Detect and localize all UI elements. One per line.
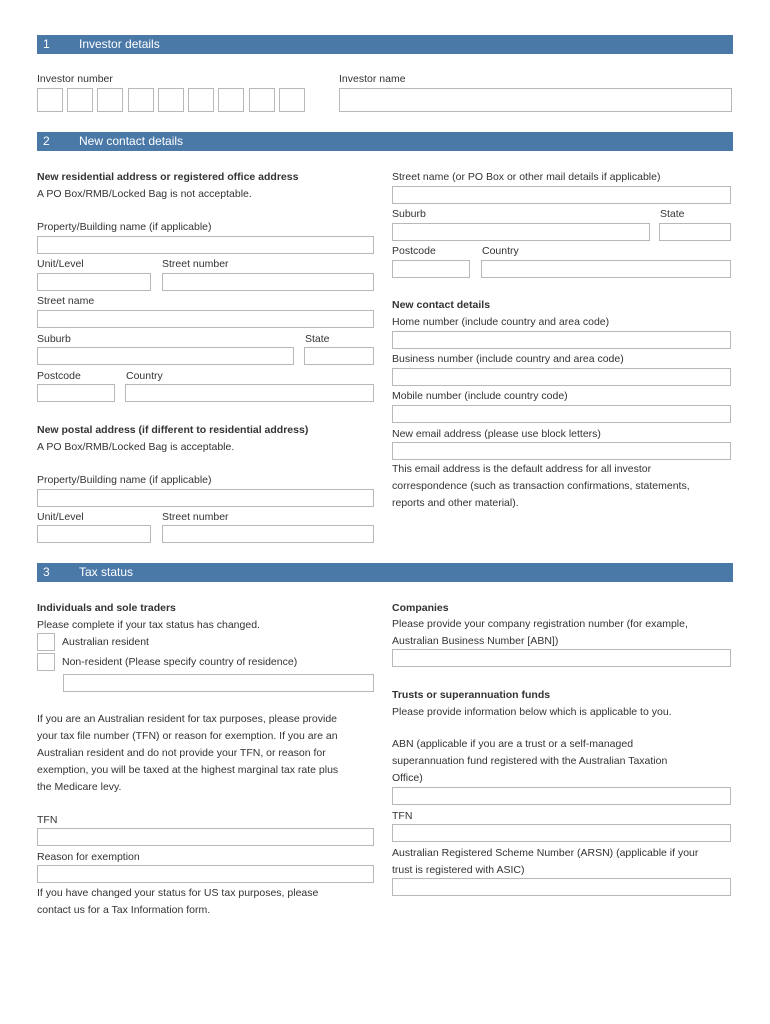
postal-suburb-label: Suburb [392,208,426,220]
res-country-label: Country [126,370,163,382]
section-2-header [37,132,733,151]
email-note-line: reports and other material). [392,497,519,509]
abn-label [392,736,667,787]
mobile-number-field[interactable] [392,405,731,423]
residential-note: A PO Box/RMB/Locked Bag is not acceptable. [37,188,252,200]
abn-label-line: Office) [392,772,423,784]
non-resident-checkbox[interactable] [37,653,55,671]
investor-number-digit[interactable] [67,88,93,112]
reason-for-exemption-field[interactable] [37,865,374,883]
trusts-note: Please provide information below which is applicable to you. [392,706,672,718]
res-state-field[interactable] [304,347,374,365]
res-suburb-label: Suburb [37,333,71,345]
postal-note: A PO Box/RMB/Locked Bag is acceptable. [37,441,235,453]
investor-name-label: Investor name [339,73,406,85]
home-number-field[interactable] [392,331,731,349]
individuals-note: Please complete if your tax status has changed. [37,619,260,631]
reason-for-exemption-label: Reason for exemption [37,851,140,863]
res-country-field[interactable] [125,384,374,402]
postal-postcode-field[interactable] [392,260,470,278]
companies-note-line: Australian Business Number [ABN]) [392,635,559,647]
tfn-label: TFN [37,814,58,826]
postal-street-number-label: Street number [162,511,229,523]
postal-heading: New postal address (if different to residential address) [37,424,309,436]
country-of-residence-field[interactable] [63,674,374,692]
contact-heading: New contact details [392,299,491,311]
res-suburb-field[interactable] [37,347,294,365]
arsn-label-line: trust is registered with ASIC) [392,864,525,876]
section-1-header [37,35,733,54]
investor-number-digit[interactable] [158,88,184,112]
investor-number-digit[interactable] [249,88,275,112]
investor-number-digit[interactable] [37,88,63,112]
res-property-field[interactable] [37,236,374,254]
arsn-label [392,845,698,879]
us-tax-note-line: If you have changed your status for US tax purposes, please [37,887,319,899]
tfn-instructions-line: Australian resident and do not provide your TFN, or reason for [37,747,326,759]
postal-suburb-field[interactable] [392,223,650,241]
arsn-field[interactable] [392,878,731,896]
investor-number-digit[interactable] [218,88,244,112]
section-number: 2 [43,134,50,148]
abn-label-line: superannuation fund registered with the Australian Taxation [392,755,668,767]
investor-number-digit[interactable] [279,88,305,112]
australian-resident-label: Australian resident [62,636,149,648]
postal-unit-label: Unit/Level [37,511,84,523]
home-number-label: Home number (include country and area code) [392,316,610,328]
non-resident-label: Non-resident (Please specify country of residence) [62,656,298,668]
trusts-heading: Trusts or superannuation funds [392,689,551,701]
companies-note-line: Please provide your company registration number (for example, [392,618,688,630]
trust-tfn-label: TFN [392,810,413,822]
section-title: New contact details [79,134,184,148]
postal-state-label: State [660,208,685,220]
res-postcode-field[interactable] [37,384,115,402]
tfn-instructions [37,711,338,796]
business-number-field[interactable] [392,368,731,386]
mobile-number-label: Mobile number (include country code) [392,390,568,402]
res-property-label: Property/Building name (if applicable) [37,221,212,233]
arsn-label-line: Australian Registered Scheme Number (ARSN) (applicable if your [392,847,699,859]
res-postcode-label: Postcode [37,370,81,382]
residential-heading: New residential address or registered office address [37,171,299,183]
business-number-label: Business number (include country and area code) [392,353,624,365]
tfn-instructions-line: the Medicare levy. [37,781,122,793]
email-field[interactable] [392,442,731,460]
postal-state-field[interactable] [659,223,731,241]
postal-country-label: Country [482,245,519,257]
postal-postcode-label: Postcode [392,245,436,257]
company-registration-field[interactable] [392,649,731,667]
trust-tfn-field[interactable] [392,824,731,842]
us-tax-note [37,885,318,919]
australian-resident-checkbox[interactable] [37,633,55,651]
postal-street-name-field[interactable] [392,186,731,204]
section-title: Investor details [79,37,160,51]
email-note-line: correspondence (such as transaction confirmations, statements, [392,480,690,492]
tfn-instructions-line: your tax file number (TFN) or reason for exemption. If you are an [37,730,338,742]
res-street-number-label: Street number [162,258,229,270]
res-street-name-label: Street name [37,295,95,307]
res-state-label: State [305,333,330,345]
postal-country-field[interactable] [481,260,731,278]
section-3-header [37,563,733,582]
companies-note [392,616,688,650]
companies-heading: Companies [392,602,449,614]
abn-field[interactable] [392,787,731,805]
investor-number-digit[interactable] [97,88,123,112]
investor-number-digit[interactable] [188,88,214,112]
investor-number-label: Investor number [37,73,113,85]
postal-street-name-label: Street name (or PO Box or other mail details if applicable) [392,171,661,183]
section-number: 3 [43,565,50,579]
tfn-instructions-line: If you are an Australian resident for tax purposes, please provide [37,713,338,725]
postal-property-field[interactable] [37,489,374,507]
tfn-field[interactable] [37,828,374,846]
individuals-heading: Individuals and sole traders [37,602,176,614]
postal-property-label: Property/Building name (if applicable) [37,474,212,486]
res-street-number-field[interactable] [162,273,374,291]
investor-name-field[interactable] [339,88,732,112]
res-unit-label: Unit/Level [37,258,84,270]
postal-unit-field[interactable] [37,525,151,543]
abn-label-line: ABN (applicable if you are a trust or a self-managed [392,738,634,750]
investor-number-digit[interactable] [128,88,154,112]
res-unit-field[interactable] [37,273,151,291]
email-note [392,461,690,512]
section-number: 1 [43,37,50,51]
tfn-instructions-line: exemption, you will be taxed at the highest marginal tax rate plus [37,764,339,776]
us-tax-note-line: contact us for a Tax Information form. [37,904,211,916]
email-note-line: This email address is the default address for all investor [392,463,652,475]
section-title: Tax status [79,565,134,579]
res-street-name-field[interactable] [37,310,374,328]
email-label: New email address (please use block letters) [392,428,601,440]
postal-street-number-field[interactable] [162,525,374,543]
